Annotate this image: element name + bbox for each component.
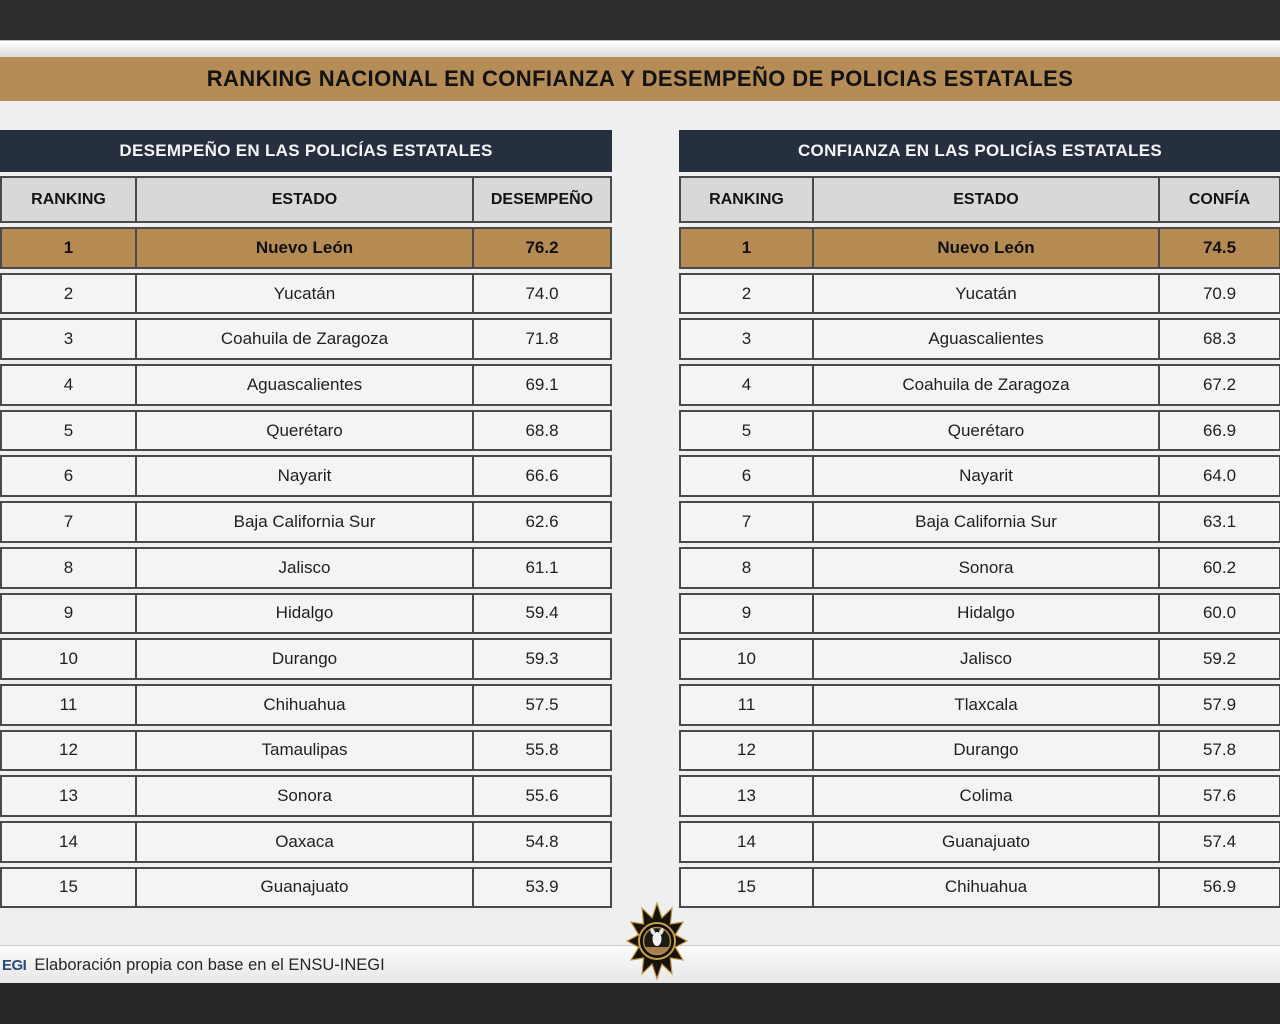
value-cell: 57.5 <box>525 694 559 714</box>
table-row <box>679 867 1280 909</box>
state-cell: Aguascalientes <box>814 320 1160 358</box>
column-header-confia: CONFÍA <box>1188 190 1251 208</box>
top-frame-bar <box>0 0 1280 40</box>
state-cell: Nayarit <box>137 457 474 495</box>
inegi-logo-fragment-icon: EGI <box>2 956 27 974</box>
rank-cell: 9 <box>2 595 137 633</box>
table-row <box>679 227 1280 269</box>
confianza-table-title: CONFIANZA EN LAS POLICÍAS ESTATALES <box>679 130 1280 172</box>
state-cell: Aguascalientes <box>137 366 474 404</box>
table-row <box>679 410 1280 452</box>
state-cell: Guanajuato <box>137 869 474 907</box>
value-cell: 59.3 <box>525 649 559 669</box>
state-cell: Hidalgo <box>814 595 1160 633</box>
table-row <box>0 410 612 452</box>
rank-cell: 3 <box>2 320 137 358</box>
table-row <box>679 455 1280 497</box>
value-cell: 59.4 <box>525 603 559 623</box>
table-row <box>679 318 1280 360</box>
value-cell: 74.0 <box>525 283 559 303</box>
rank-cell: 15 <box>2 869 137 907</box>
rank-cell: 4 <box>681 366 814 404</box>
rank-cell: 8 <box>681 549 814 587</box>
confianza-column-headers <box>679 176 1280 223</box>
rank-cell: 12 <box>681 732 814 770</box>
value-cell: 55.8 <box>525 740 559 760</box>
rank-cell: 7 <box>681 503 814 541</box>
value-cell: 66.9 <box>1202 420 1237 440</box>
state-cell: Coahuila de Zaragoza <box>814 366 1160 404</box>
rank-cell: 2 <box>2 275 137 313</box>
table-row <box>0 867 612 909</box>
rank-cell: 10 <box>2 640 137 678</box>
desempeno-table-body <box>0 227 612 908</box>
column-header-ranking: RANKING <box>681 178 814 221</box>
value-cell: 71.8 <box>525 329 559 349</box>
rank-cell: 5 <box>2 412 137 450</box>
table-row <box>679 364 1280 406</box>
value-cell: 76.2 <box>525 237 559 257</box>
rank-cell: 14 <box>681 823 814 861</box>
rank-cell: 14 <box>2 823 137 861</box>
state-cell: Baja California Sur <box>137 503 474 541</box>
table-row <box>0 547 612 589</box>
main-title-banner <box>0 57 1280 101</box>
state-cell: Baja California Sur <box>814 503 1160 541</box>
rank-cell: 2 <box>681 275 814 313</box>
page-title: RANKING NACIONAL EN CONFIANZA Y DESEMPEÑO DE POLICIAS ESTATALES <box>206 66 1074 91</box>
rank-cell: 10 <box>681 640 814 678</box>
rank-cell: 11 <box>2 686 137 724</box>
rank-cell: 1 <box>2 229 137 267</box>
value-cell: 56.9 <box>1202 877 1237 897</box>
state-cell: Tlaxcala <box>814 686 1160 724</box>
value-cell: 69.1 <box>525 374 559 394</box>
state-cell: Durango <box>814 732 1160 770</box>
state-cell: Yucatán <box>137 275 474 313</box>
state-cell: Durango <box>137 640 474 678</box>
source-note: Elaboración propia con base en el ENSU-INEGI <box>34 955 385 974</box>
rank-cell: 1 <box>681 229 814 267</box>
table-row <box>0 775 612 817</box>
desempeno-table-title: DESEMPEÑO EN LAS POLICÍAS ESTATALES <box>0 130 612 172</box>
value-cell: 53.9 <box>525 877 559 897</box>
table-row <box>0 455 612 497</box>
desempeno-table <box>0 130 612 908</box>
table-row <box>679 547 1280 589</box>
state-cell: Hidalgo <box>137 595 474 633</box>
rank-cell: 3 <box>681 320 814 358</box>
column-header-desempeno: DESEMPEÑO <box>490 190 594 208</box>
rank-cell: 5 <box>681 412 814 450</box>
table-row <box>679 684 1280 726</box>
rank-cell: 13 <box>681 777 814 815</box>
table-row <box>0 227 612 269</box>
value-cell: 54.8 <box>525 831 559 851</box>
table-row <box>0 684 612 726</box>
state-cell: Nuevo León <box>137 229 474 267</box>
value-cell: 57.6 <box>1202 786 1237 806</box>
table-row <box>0 501 612 543</box>
table-row <box>679 821 1280 863</box>
column-header-ranking: RANKING <box>2 178 137 221</box>
table-row <box>679 730 1280 772</box>
state-cell: Jalisco <box>137 549 474 587</box>
police-star-badge-icon <box>626 902 688 982</box>
table-row <box>0 730 612 772</box>
rank-cell: 15 <box>681 869 814 907</box>
table-row <box>679 593 1280 635</box>
value-cell: 68.3 <box>1202 329 1237 349</box>
state-cell: Coahuila de Zaragoza <box>137 320 474 358</box>
state-cell: Jalisco <box>814 640 1160 678</box>
top-light-strip <box>0 40 1280 58</box>
column-header-estado: ESTADO <box>814 178 1160 221</box>
state-cell: Nuevo León <box>814 229 1160 267</box>
value-cell: 62.6 <box>525 511 559 531</box>
value-cell: 74.5 <box>1202 237 1237 257</box>
value-cell: 55.6 <box>525 786 559 806</box>
value-cell: 59.2 <box>1202 649 1237 669</box>
state-cell: Yucatán <box>814 275 1160 313</box>
state-cell: Tamaulipas <box>137 732 474 770</box>
value-cell: 60.0 <box>1202 603 1237 623</box>
rank-cell: 13 <box>2 777 137 815</box>
bottom-frame-bar <box>0 983 1280 1024</box>
value-cell: 66.6 <box>525 466 559 486</box>
state-cell: Sonora <box>814 549 1160 587</box>
confianza-table <box>679 130 1280 908</box>
rank-cell: 6 <box>681 457 814 495</box>
value-cell: 57.9 <box>1202 694 1237 714</box>
state-cell: Querétaro <box>814 412 1160 450</box>
rank-cell: 12 <box>2 732 137 770</box>
value-cell: 67.2 <box>1202 374 1237 394</box>
table-row <box>679 775 1280 817</box>
table-row <box>0 273 612 315</box>
rank-cell: 11 <box>681 686 814 724</box>
value-cell: 70.9 <box>1202 283 1237 303</box>
table-row <box>679 638 1280 680</box>
table-row <box>0 364 612 406</box>
table-row <box>679 501 1280 543</box>
value-cell: 64.0 <box>1202 466 1237 486</box>
state-cell: Sonora <box>137 777 474 815</box>
value-cell: 63.1 <box>1202 511 1237 531</box>
state-cell: Colima <box>814 777 1160 815</box>
state-cell: Oaxaca <box>137 823 474 861</box>
rank-cell: 4 <box>2 366 137 404</box>
table-row <box>0 318 612 360</box>
table-row <box>0 638 612 680</box>
value-cell: 57.4 <box>1202 831 1237 851</box>
table-row <box>679 273 1280 315</box>
rank-cell: 9 <box>681 595 814 633</box>
desempeno-column-headers <box>0 176 612 223</box>
state-cell: Chihuahua <box>814 869 1160 907</box>
rank-cell: 8 <box>2 549 137 587</box>
value-cell: 60.2 <box>1202 557 1237 577</box>
rank-cell: 6 <box>2 457 137 495</box>
state-cell: Querétaro <box>137 412 474 450</box>
table-row <box>0 593 612 635</box>
state-cell: Nayarit <box>814 457 1160 495</box>
table-row <box>0 821 612 863</box>
column-header-estado: ESTADO <box>137 178 474 221</box>
rank-cell: 7 <box>2 503 137 541</box>
value-cell: 57.8 <box>1202 740 1237 760</box>
state-cell: Guanajuato <box>814 823 1160 861</box>
value-cell: 61.1 <box>525 557 559 577</box>
value-cell: 68.8 <box>525 420 559 440</box>
state-cell: Chihuahua <box>137 686 474 724</box>
confianza-table-body <box>679 227 1280 908</box>
